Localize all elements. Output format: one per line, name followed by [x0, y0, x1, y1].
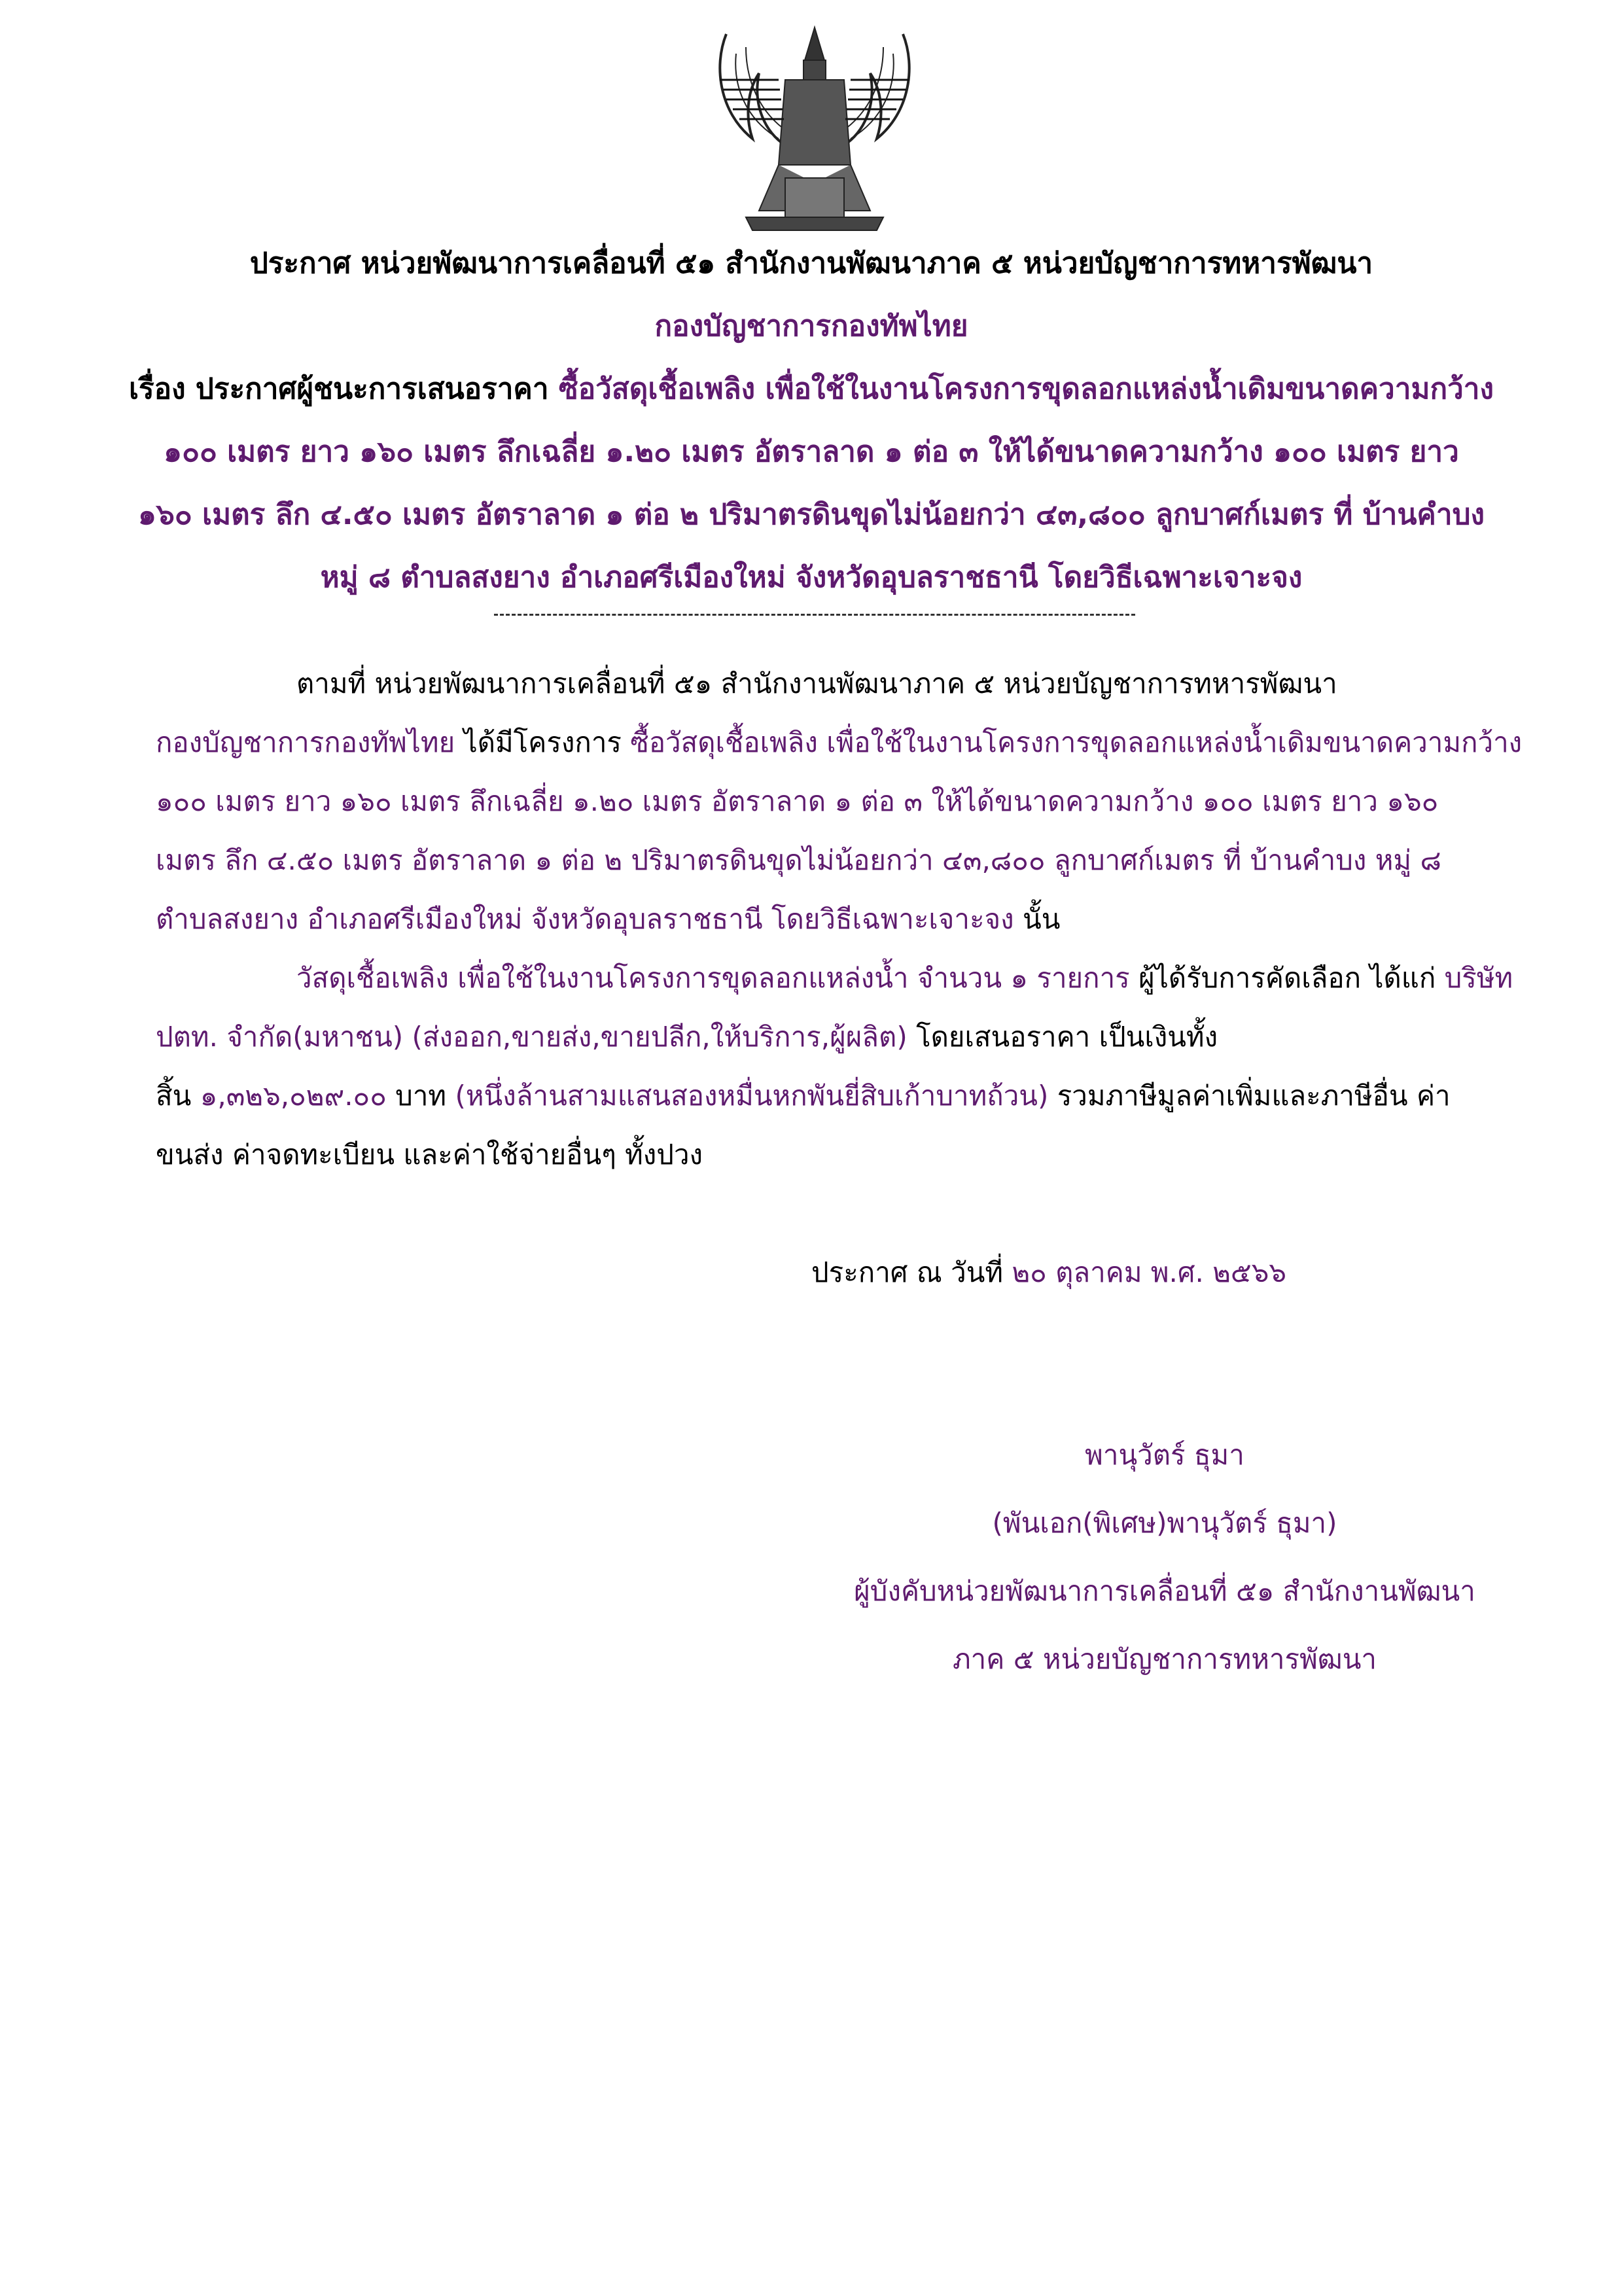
body-currency: บาท	[386, 1080, 455, 1112]
body-total-label: สิ้น	[156, 1080, 200, 1112]
heading-subject-text: ซื้อวัสดุเชื้อเพลิง เพื่อใช้ในงานโครงการขุดลอกแหล่งน้ำเดิมขนาดความกว้าง	[558, 372, 1494, 406]
body-winner-label: ผู้ได้รับการคัดเลือก ได้แก่	[1129, 962, 1445, 994]
body-project-text: ซื้อวัสดุเชื้อเพลิง เพื่อใช้ในงานโครงการขุดลอกแหล่งน้ำเดิมขนาดความกว้าง	[630, 726, 1523, 758]
body-amount-words: (หนึ่งล้านสามแสนสองหมื่นหกพันยี่สิบเก้าบาทถ้วน)	[455, 1080, 1049, 1112]
body-line-9: ขนส่ง ค่าจดทะเบียน และค่าใช้จ่ายอื่นๆ ทั้งปวง	[156, 1139, 703, 1171]
announcement-body	[156, 654, 1523, 1184]
signature-full-name: (พันเอก(พิเศษ)พานุวัตร์ ธุมา)	[992, 1507, 1337, 1539]
body-line-4: เมตร ลึก ๔.๕๐ เมตร อัตราลาด ๑ ต่อ ๒ ปริมาตรดินขุดไม่น้อยกว่า ๔๓,๘๐๐ ลูกบาศก์เมตร ที่ บ้านคำบง หมู่ ๘	[156, 844, 1441, 876]
garuda-emblem-icon	[707, 14, 923, 237]
body-project-label: ได้มีโครงการ	[455, 726, 631, 758]
heading-line-1: ประกาศ หน่วยพัฒนาการเคลื่อนที่ ๕๑ สำนักงานพัฒนาภาค ๕ หน่วยบัญชาการทหารพัฒนา	[249, 247, 1373, 280]
body-item-text: วัสดุเชื้อเพลิง เพื่อใช้ในงานโครงการขุดลอกแหล่งน้ำ จำนวน ๑ รายการ	[296, 962, 1130, 994]
body-offer-label: โดยเสนอราคา เป็นเงินทั้ง	[907, 1021, 1218, 1053]
body-line-7	[156, 1008, 1490, 1067]
body-line-8	[156, 1067, 1490, 1125]
body-amount: ๑,๓๒๖,๐๒๙.๐๐	[200, 1080, 387, 1112]
date-label: ประกาศ ณ วันที่	[811, 1256, 1012, 1288]
body-tax-text: รวมภาษีมูลค่าเพิ่มและภาษีอื่น ค่า	[1048, 1080, 1451, 1112]
signature-block	[785, 1421, 1544, 1693]
signature-position-1: ผู้บังคับหน่วยพัฒนาการเคลื่อนที่ ๕๑ สำนักงานพัฒนา	[854, 1575, 1475, 1607]
body-line-6	[156, 949, 1513, 1008]
heading-line-2: กองบัญชาการกองทัพไทย	[654, 309, 968, 343]
heading-line-5: ๑๖๐ เมตร ลึก ๔.๕๐ เมตร อัตราลาด ๑ ต่อ ๒ ปริมาตรดินขุดไม่น้อยกว่า ๔๓,๘๐๐ ลูกบาศก์เมตร ที่ บ้านคำบง	[138, 498, 1485, 531]
body-winner-prefix: บริษัท	[1444, 962, 1513, 994]
body-location-text: ตำบลสงยาง อำเภอศรีเมืองใหม่ จังหวัดอุบลราชธานี โดยวิธีเฉพาะเจาะจง	[156, 903, 1014, 935]
heading-line-4: ๑๐๐ เมตร ยาว ๑๖๐ เมตร ลึกเฉลี่ย ๑.๒๐ เมตร อัตราลาด ๑ ต่อ ๓ ให้ได้ขนาดความกว้าง ๑๐๐ เมตร ยาว	[164, 435, 1459, 468]
signature-name: พานุวัตร์ ธุมา	[1085, 1439, 1244, 1471]
body-winner-name: ปตท. จำกัด(มหาชน) (ส่งออก,ขายส่ง,ขายปลีก,ให้บริการ,ผู้ผลิต)	[156, 1021, 908, 1053]
body-line-5	[156, 890, 1490, 949]
body-line-1: ตามที่ หน่วยพัฒนาการเคลื่อนที่ ๕๑ สำนักงานพัฒนาภาค ๕ หน่วยบัญชาการทหารพัฒนา	[296, 667, 1337, 699]
date-value: ๒๐ ตุลาคม พ.ศ. ๒๕๖๖	[1012, 1256, 1287, 1288]
heading-subject-label: เรื่อง ประกาศผู้ชนะการเสนอราคา	[128, 372, 559, 406]
heading-divider	[494, 614, 1135, 616]
heading-line-3	[98, 358, 1525, 421]
announcement-heading	[98, 232, 1525, 609]
body-org-name: กองบัญชาการกองทัพไทย	[156, 726, 455, 758]
announcement-date	[811, 1251, 1286, 1294]
body-line-2	[156, 713, 1523, 772]
signature-position-2: ภาค ๕ หน่วยบัญชาการทหารพัฒนา	[953, 1643, 1377, 1675]
body-line-3: ๑๐๐ เมตร ยาว ๑๖๐ เมตร ลึกเฉลี่ย ๑.๒๐ เมตร อัตราลาด ๑ ต่อ ๓ ให้ได้ขนาดความกว้าง ๑๐๐ เมตร ยาว ๑๖๐	[156, 785, 1439, 817]
heading-line-6: หมู่ ๘ ตำบลสงยาง อำเภอศรีเมืองใหม่ จังหวัดอุบลราชธานี โดยวิธีเฉพาะเจาะจง	[320, 561, 1303, 594]
body-end-text: นั้น	[1014, 903, 1061, 935]
